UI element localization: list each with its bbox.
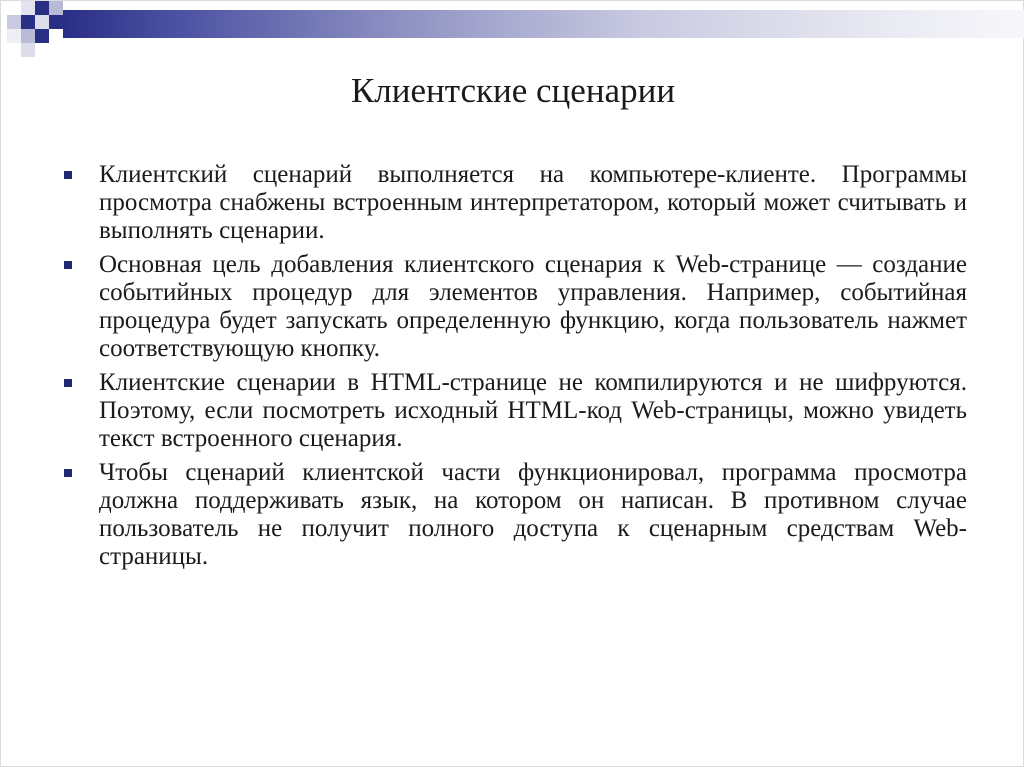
bullet-text: Клиентские сценарии в HTML-странице не компилируются и не шифруются. Поэтому, если посмотреть исходный HTML-код Web-страницы, можно увидеть текст встроенного сценария. bbox=[99, 369, 967, 452]
deco-square bbox=[21, 15, 35, 29]
square-bullet-icon bbox=[64, 261, 72, 269]
header-gradient-bar bbox=[63, 10, 1024, 38]
deco-square bbox=[7, 15, 21, 29]
deco-square bbox=[21, 1, 35, 15]
bullet-item bbox=[63, 459, 967, 571]
deco-square bbox=[49, 15, 63, 29]
bullet-item bbox=[63, 369, 967, 453]
square-bullet-icon bbox=[64, 469, 72, 477]
bullet-list bbox=[63, 161, 967, 577]
slide-title: Клиентские сценарии bbox=[350, 71, 676, 110]
deco-square bbox=[35, 15, 49, 29]
deco-square bbox=[49, 1, 63, 15]
deco-square bbox=[35, 1, 49, 15]
square-bullet-icon bbox=[64, 171, 72, 179]
bullet-text: Основная цель добавления клиентского сценария к Web-странице — создание событийных процедур для элементов управления. Например, событийная процедура будет запускать определенную функцию, когда пользователь нажмет соответствующую кнопку. bbox=[99, 251, 967, 362]
deco-square bbox=[21, 29, 35, 43]
bullet-item bbox=[63, 251, 967, 363]
bullet-text: Чтобы сценарий клиентской части функционировал, программа просмотра должна поддерживать язык, на котором он написан. В противном случае пользователь не получит полного доступа к сценарным средствам Web-страницы. bbox=[99, 459, 967, 570]
deco-square bbox=[35, 29, 49, 43]
deco-square bbox=[21, 43, 35, 57]
bullet-text: Клиентский сценарий выполняется на компьютере-клиенте. Программы просмотра снабжены встроенным интерпретатором, который может считывать и выполнять сценарии. bbox=[99, 161, 967, 244]
square-bullet-icon bbox=[64, 379, 72, 387]
bullet-item bbox=[63, 161, 967, 245]
deco-square bbox=[7, 29, 21, 43]
